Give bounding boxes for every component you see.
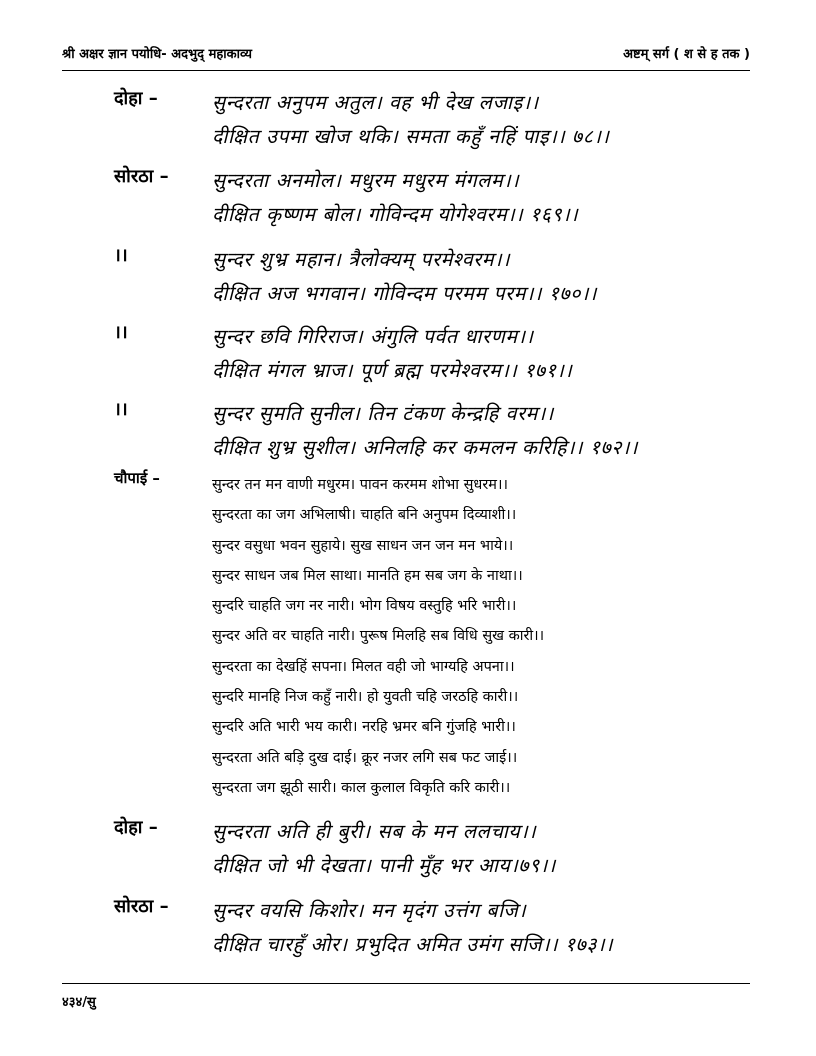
verse-line: सुन्दर छवि गिरिराज। अंगुलि पर्वत धारणम।। [212,325,534,348]
book-title: श्री अक्षर ज्ञान पयोधि- अदभुद् महाकाव्य [62,47,252,62]
verse-line: दीक्षित मंगल भ्राज। पूर्ण ब्रह्म परमेश्वरम।। १७१।। [212,359,573,382]
chaupai-line: सुन्दरता का देखहिं सपना। मिलत वही जो भाग्यहि अपना।। [212,658,515,675]
page-footer [62,983,750,1010]
chaupai-line: सुन्दरता का जग अभिलाषी। चाहति बनि अनुपम दिव्याशी।। [212,507,517,524]
verse-label: ।। [114,322,128,343]
chaupai-line: सुन्दरता जग झूठी सारी। काल कुलाल विकृति करि कारी।। [212,779,511,796]
verse-line: दीक्षित कृष्णम बोल। गोविन्दम योगेश्वरम।। १६९।। [212,203,579,226]
chaupai-line: सुन्दर साधन जब मिल साथा। मानति हम सब जग के नाथा।। [212,567,523,584]
chaupai-line: सुन्दर तन मन वाणी मधुरम। पावन करमम शोभा सुधरम।। [212,477,508,493]
verse-line: दीक्षित शुभ्र सुशील। अनिलहि कर कमलन करिहि।। १७२।। [212,436,639,459]
chapter-title: अष्टम् सर्ग ( श से ह तक ) [623,47,750,62]
verse-label: दोहा – [114,88,158,109]
page-header [62,38,750,71]
verse-line: दीक्षित उपमा खोज थकि। समता कहुँ नहिं पाइ।। ७८।। [212,125,610,148]
chaupai-line: सुन्दर वसुधा भवन सुहाये। सुख साधन जन जन मन भाये।। [212,537,514,554]
verse-line: दीक्षित अज भगवान। गोविन्दम परमम परम।। १७०।। [212,282,597,305]
verse-line: सुन्दरता अति ही बुरी। सब के मन ललचाय।। [212,820,537,843]
verse-label: ।। [114,399,128,420]
verse-label: सोरठा – [114,896,169,917]
chaupai-line: सुन्दरता अति बड़ि दुख दाई। क्रूर नजर लगि सब फट जाई।। [212,749,518,766]
verse-label: चौपाई – [114,469,160,487]
verse-line: सुन्दर वयसि किशोर। मन मृदंग उत्तंग बजि। [212,899,527,922]
chaupai-line: सुन्दरि अति भारी भय कारी। नरहि भ्रमर बनि गुंजहि भारी।। [212,719,516,736]
verse-line: सुन्दरता अनुपम अतुल। वह भी देख लजाइ।। [212,91,539,114]
verse-line: सुन्दर सुमति सुनील। तिन टंकण केन्द्रहि वरम।। [212,402,554,425]
verse-line: सुन्दरता अनमोल। मधुरम मधुरम मंगलम।। [212,169,520,192]
verse-line: दीक्षित चारहुँ ओर। प्रभुदित अमित उमंग सजि।। १७३।। [212,933,614,956]
chaupai-line: सुन्दरि चाहति जग नर नारी। भोग विषय वस्तुहि भरि भारी।। [212,598,517,615]
verse-line: सुन्दर शुभ्र महान। त्रैलोक्यम् परमेश्वरम।। [212,248,511,271]
verse-label: सोरठा – [114,166,169,187]
verse-label: ।। [114,245,128,266]
chaupai-line: सुन्दरि मानहि निज कहुँ नारी। हो युवती चहि जरठहि कारी।। [212,689,519,706]
chaupai-line: सुन्दर अति वर चाहति नारी। पुरूष मिलहि सब विधि सुख कारी।। [212,628,545,645]
page-number: ४३४/सु [62,995,96,1010]
verse-line: दीक्षित जो भी देखता। पानी मुँह भर आय।७९।। [212,854,556,877]
verse-label: दोहा – [114,817,158,838]
